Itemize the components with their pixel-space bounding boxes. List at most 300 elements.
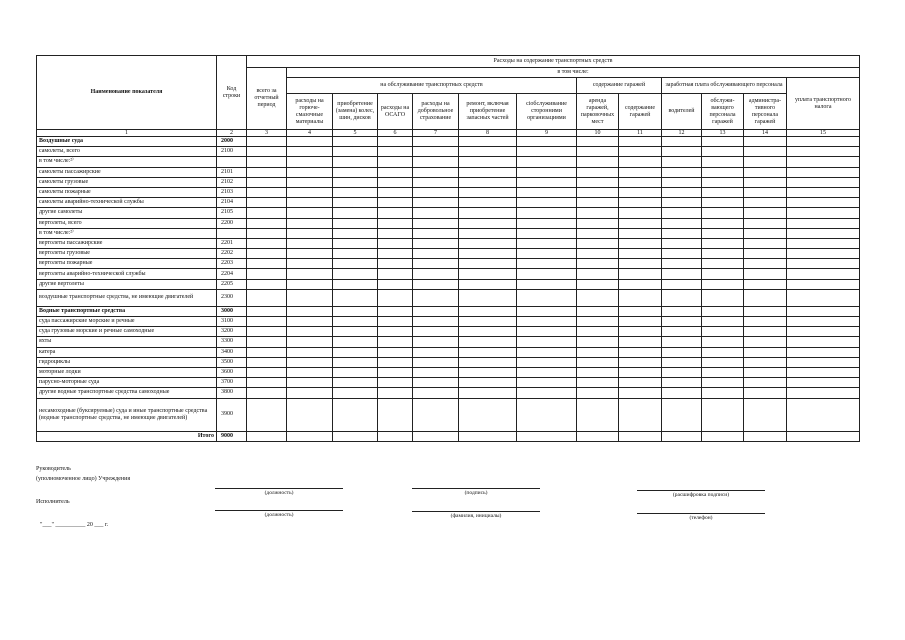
value-cell[interactable] — [702, 228, 744, 238]
value-cell[interactable] — [577, 327, 619, 337]
value-cell[interactable] — [662, 279, 702, 289]
value-cell[interactable] — [459, 157, 517, 167]
value-cell[interactable] — [333, 259, 378, 269]
value-cell[interactable] — [619, 327, 662, 337]
value-cell[interactable] — [333, 198, 378, 208]
executor-phone-line[interactable] — [637, 513, 765, 514]
value-cell[interactable] — [287, 289, 333, 306]
value-cell[interactable] — [619, 269, 662, 279]
value-cell[interactable] — [787, 157, 860, 167]
value-cell[interactable] — [787, 317, 860, 327]
value-cell[interactable] — [577, 167, 619, 177]
value-cell[interactable] — [702, 218, 744, 228]
value-cell[interactable] — [333, 228, 378, 238]
value-cell[interactable] — [287, 198, 333, 208]
value-cell[interactable] — [378, 228, 413, 238]
value-cell[interactable] — [413, 259, 459, 269]
value-cell[interactable] — [247, 269, 287, 279]
value-cell[interactable] — [247, 317, 287, 327]
value-cell[interactable] — [459, 378, 517, 388]
value-cell[interactable] — [662, 367, 702, 377]
value-cell[interactable] — [333, 398, 378, 431]
value-cell[interactable] — [333, 167, 378, 177]
value-cell[interactable] — [619, 388, 662, 398]
value-cell[interactable] — [378, 187, 413, 197]
value-cell[interactable] — [517, 187, 577, 197]
value-cell[interactable] — [517, 347, 577, 357]
value-cell[interactable] — [247, 259, 287, 269]
value-cell[interactable] — [744, 187, 787, 197]
value-cell[interactable] — [413, 177, 459, 187]
value-cell[interactable] — [787, 289, 860, 306]
value-cell[interactable] — [517, 388, 577, 398]
value-cell[interactable] — [577, 306, 619, 316]
value-cell[interactable] — [702, 137, 744, 147]
value-cell[interactable] — [287, 317, 333, 327]
value-cell[interactable] — [517, 208, 577, 218]
value-cell[interactable] — [662, 347, 702, 357]
value-cell[interactable] — [744, 431, 787, 441]
value-cell[interactable] — [413, 327, 459, 337]
value-cell[interactable] — [333, 388, 378, 398]
value-cell[interactable] — [517, 218, 577, 228]
value-cell[interactable] — [333, 238, 378, 248]
value-cell[interactable] — [287, 357, 333, 367]
value-cell[interactable] — [702, 238, 744, 248]
value-cell[interactable] — [744, 269, 787, 279]
value-cell[interactable] — [413, 137, 459, 147]
value-cell[interactable] — [378, 147, 413, 157]
value-cell[interactable] — [744, 228, 787, 238]
value-cell[interactable] — [517, 279, 577, 289]
value-cell[interactable] — [702, 269, 744, 279]
value-cell[interactable] — [702, 337, 744, 347]
value-cell[interactable] — [744, 208, 787, 218]
head-signature-line[interactable] — [412, 488, 540, 489]
value-cell[interactable] — [744, 218, 787, 228]
value-cell[interactable] — [333, 347, 378, 357]
value-cell[interactable] — [787, 238, 860, 248]
value-cell[interactable] — [333, 431, 378, 441]
value-cell[interactable] — [787, 431, 860, 441]
value-cell[interactable] — [662, 289, 702, 306]
value-cell[interactable] — [413, 238, 459, 248]
value-cell[interactable] — [662, 177, 702, 187]
value-cell[interactable] — [459, 218, 517, 228]
value-cell[interactable] — [333, 317, 378, 327]
value-cell[interactable] — [744, 306, 787, 316]
value-cell[interactable] — [287, 378, 333, 388]
value-cell[interactable] — [247, 388, 287, 398]
value-cell[interactable] — [247, 177, 287, 187]
value-cell[interactable] — [517, 357, 577, 367]
value-cell[interactable] — [517, 228, 577, 238]
value-cell[interactable] — [702, 157, 744, 167]
value-cell[interactable] — [378, 259, 413, 269]
value-cell[interactable] — [517, 431, 577, 441]
value-cell[interactable] — [619, 279, 662, 289]
value-cell[interactable] — [459, 208, 517, 218]
value-cell[interactable] — [662, 137, 702, 147]
value-cell[interactable] — [577, 388, 619, 398]
value-cell[interactable] — [333, 357, 378, 367]
value-cell[interactable] — [517, 137, 577, 147]
value-cell[interactable] — [247, 137, 287, 147]
value-cell[interactable] — [787, 147, 860, 157]
value-cell[interactable] — [577, 249, 619, 259]
value-cell[interactable] — [577, 269, 619, 279]
value-cell[interactable] — [577, 198, 619, 208]
value-cell[interactable] — [517, 327, 577, 337]
value-cell[interactable] — [662, 208, 702, 218]
value-cell[interactable] — [619, 198, 662, 208]
head-position-line[interactable] — [215, 488, 343, 489]
value-cell[interactable] — [247, 228, 287, 238]
value-cell[interactable] — [413, 431, 459, 441]
value-cell[interactable] — [517, 289, 577, 306]
value-cell[interactable] — [619, 289, 662, 306]
value-cell[interactable] — [247, 347, 287, 357]
value-cell[interactable] — [702, 289, 744, 306]
value-cell[interactable] — [744, 177, 787, 187]
value-cell[interactable] — [787, 228, 860, 238]
value-cell[interactable] — [287, 137, 333, 147]
value-cell[interactable] — [702, 177, 744, 187]
value-cell[interactable] — [378, 357, 413, 367]
value-cell[interactable] — [413, 367, 459, 377]
value-cell[interactable] — [333, 137, 378, 147]
value-cell[interactable] — [287, 327, 333, 337]
value-cell[interactable] — [333, 249, 378, 259]
value-cell[interactable] — [662, 327, 702, 337]
value-cell[interactable] — [459, 259, 517, 269]
value-cell[interactable] — [619, 218, 662, 228]
value-cell[interactable] — [702, 249, 744, 259]
value-cell[interactable] — [619, 398, 662, 431]
value-cell[interactable] — [413, 249, 459, 259]
value-cell[interactable] — [333, 378, 378, 388]
value-cell[interactable] — [287, 249, 333, 259]
value-cell[interactable] — [702, 167, 744, 177]
value-cell[interactable] — [619, 137, 662, 147]
value-cell[interactable] — [287, 259, 333, 269]
value-cell[interactable] — [577, 218, 619, 228]
value-cell[interactable] — [287, 388, 333, 398]
value-cell[interactable] — [702, 147, 744, 157]
value-cell[interactable] — [662, 431, 702, 441]
value-cell[interactable] — [247, 306, 287, 316]
value-cell[interactable] — [517, 337, 577, 347]
value-cell[interactable] — [744, 238, 787, 248]
value-cell[interactable] — [662, 357, 702, 367]
value-cell[interactable] — [459, 187, 517, 197]
value-cell[interactable] — [459, 431, 517, 441]
value-cell[interactable] — [378, 137, 413, 147]
value-cell[interactable] — [702, 388, 744, 398]
value-cell[interactable] — [459, 327, 517, 337]
value-cell[interactable] — [459, 367, 517, 377]
value-cell[interactable] — [333, 157, 378, 167]
value-cell[interactable] — [287, 306, 333, 316]
value-cell[interactable] — [619, 208, 662, 218]
value-cell[interactable] — [619, 367, 662, 377]
value-cell[interactable] — [787, 337, 860, 347]
value-cell[interactable] — [378, 218, 413, 228]
date-field[interactable]: "___" __________ 20 ___ г. — [40, 522, 109, 528]
value-cell[interactable] — [702, 279, 744, 289]
value-cell[interactable] — [662, 147, 702, 157]
value-cell[interactable] — [787, 198, 860, 208]
value-cell[interactable] — [378, 177, 413, 187]
value-cell[interactable] — [662, 228, 702, 238]
value-cell[interactable] — [333, 147, 378, 157]
value-cell[interactable] — [702, 378, 744, 388]
value-cell[interactable] — [378, 279, 413, 289]
value-cell[interactable] — [247, 431, 287, 441]
value-cell[interactable] — [378, 388, 413, 398]
value-cell[interactable] — [787, 388, 860, 398]
value-cell[interactable] — [378, 238, 413, 248]
value-cell[interactable] — [577, 147, 619, 157]
value-cell[interactable] — [333, 337, 378, 347]
value-cell[interactable] — [287, 157, 333, 167]
value-cell[interactable] — [619, 167, 662, 177]
value-cell[interactable] — [287, 218, 333, 228]
value-cell[interactable] — [333, 177, 378, 187]
value-cell[interactable] — [378, 317, 413, 327]
value-cell[interactable] — [378, 289, 413, 306]
value-cell[interactable] — [577, 317, 619, 327]
value-cell[interactable] — [577, 238, 619, 248]
value-cell[interactable] — [577, 187, 619, 197]
value-cell[interactable] — [459, 198, 517, 208]
value-cell[interactable] — [378, 337, 413, 347]
value-cell[interactable] — [413, 378, 459, 388]
value-cell[interactable] — [702, 357, 744, 367]
value-cell[interactable] — [413, 218, 459, 228]
value-cell[interactable] — [247, 357, 287, 367]
value-cell[interactable] — [619, 228, 662, 238]
value-cell[interactable] — [413, 388, 459, 398]
value-cell[interactable] — [287, 177, 333, 187]
value-cell[interactable] — [787, 347, 860, 357]
value-cell[interactable] — [744, 388, 787, 398]
value-cell[interactable] — [619, 431, 662, 441]
value-cell[interactable] — [577, 228, 619, 238]
value-cell[interactable] — [517, 398, 577, 431]
value-cell[interactable] — [247, 327, 287, 337]
value-cell[interactable] — [413, 357, 459, 367]
value-cell[interactable] — [459, 228, 517, 238]
value-cell[interactable] — [619, 347, 662, 357]
value-cell[interactable] — [378, 327, 413, 337]
value-cell[interactable] — [619, 238, 662, 248]
value-cell[interactable] — [702, 208, 744, 218]
value-cell[interactable] — [787, 327, 860, 337]
value-cell[interactable] — [744, 259, 787, 269]
value-cell[interactable] — [333, 269, 378, 279]
value-cell[interactable] — [702, 367, 744, 377]
value-cell[interactable] — [287, 337, 333, 347]
value-cell[interactable] — [517, 249, 577, 259]
value-cell[interactable] — [787, 279, 860, 289]
value-cell[interactable] — [619, 317, 662, 327]
value-cell[interactable] — [577, 367, 619, 377]
value-cell[interactable] — [662, 378, 702, 388]
value-cell[interactable] — [662, 198, 702, 208]
value-cell[interactable] — [287, 187, 333, 197]
value-cell[interactable] — [787, 306, 860, 316]
value-cell[interactable] — [247, 208, 287, 218]
value-cell[interactable] — [744, 157, 787, 167]
value-cell[interactable] — [333, 208, 378, 218]
value-cell[interactable] — [247, 398, 287, 431]
value-cell[interactable] — [662, 249, 702, 259]
value-cell[interactable] — [744, 327, 787, 337]
value-cell[interactable] — [517, 167, 577, 177]
value-cell[interactable] — [744, 137, 787, 147]
value-cell[interactable] — [459, 306, 517, 316]
value-cell[interactable] — [247, 367, 287, 377]
value-cell[interactable] — [247, 378, 287, 388]
value-cell[interactable] — [378, 167, 413, 177]
value-cell[interactable] — [247, 218, 287, 228]
value-cell[interactable] — [247, 198, 287, 208]
value-cell[interactable] — [459, 279, 517, 289]
value-cell[interactable] — [619, 357, 662, 367]
value-cell[interactable] — [378, 198, 413, 208]
value-cell[interactable] — [702, 398, 744, 431]
value-cell[interactable] — [517, 269, 577, 279]
value-cell[interactable] — [577, 259, 619, 269]
value-cell[interactable] — [662, 238, 702, 248]
value-cell[interactable] — [378, 378, 413, 388]
value-cell[interactable] — [662, 398, 702, 431]
value-cell[interactable] — [577, 279, 619, 289]
value-cell[interactable] — [517, 306, 577, 316]
value-cell[interactable] — [787, 398, 860, 431]
value-cell[interactable] — [577, 398, 619, 431]
value-cell[interactable] — [459, 137, 517, 147]
value-cell[interactable] — [333, 327, 378, 337]
value-cell[interactable] — [287, 228, 333, 238]
value-cell[interactable] — [413, 337, 459, 347]
value-cell[interactable] — [662, 167, 702, 177]
value-cell[interactable] — [744, 337, 787, 347]
value-cell[interactable] — [413, 347, 459, 357]
value-cell[interactable] — [459, 289, 517, 306]
value-cell[interactable] — [459, 177, 517, 187]
value-cell[interactable] — [577, 177, 619, 187]
value-cell[interactable] — [413, 317, 459, 327]
value-cell[interactable] — [744, 367, 787, 377]
value-cell[interactable] — [662, 269, 702, 279]
value-cell[interactable] — [459, 147, 517, 157]
value-cell[interactable] — [333, 367, 378, 377]
value-cell[interactable] — [287, 347, 333, 357]
value-cell[interactable] — [619, 378, 662, 388]
value-cell[interactable] — [459, 238, 517, 248]
value-cell[interactable] — [378, 157, 413, 167]
value-cell[interactable] — [702, 347, 744, 357]
value-cell[interactable] — [413, 306, 459, 316]
value-cell[interactable] — [413, 228, 459, 238]
value-cell[interactable] — [744, 398, 787, 431]
value-cell[interactable] — [619, 259, 662, 269]
value-cell[interactable] — [287, 279, 333, 289]
value-cell[interactable] — [744, 289, 787, 306]
value-cell[interactable] — [378, 306, 413, 316]
value-cell[interactable] — [744, 279, 787, 289]
executor-name-line[interactable] — [412, 511, 540, 512]
value-cell[interactable] — [413, 157, 459, 167]
value-cell[interactable] — [662, 259, 702, 269]
value-cell[interactable] — [247, 289, 287, 306]
value-cell[interactable] — [459, 337, 517, 347]
value-cell[interactable] — [287, 269, 333, 279]
value-cell[interactable] — [459, 357, 517, 367]
value-cell[interactable] — [702, 259, 744, 269]
value-cell[interactable] — [702, 327, 744, 337]
value-cell[interactable] — [413, 147, 459, 157]
value-cell[interactable] — [744, 317, 787, 327]
value-cell[interactable] — [517, 259, 577, 269]
value-cell[interactable] — [577, 289, 619, 306]
value-cell[interactable] — [577, 347, 619, 357]
value-cell[interactable] — [287, 431, 333, 441]
value-cell[interactable] — [517, 198, 577, 208]
value-cell[interactable] — [333, 289, 378, 306]
value-cell[interactable] — [247, 147, 287, 157]
value-cell[interactable] — [787, 187, 860, 197]
value-cell[interactable] — [378, 208, 413, 218]
value-cell[interactable] — [662, 306, 702, 316]
value-cell[interactable] — [459, 249, 517, 259]
value-cell[interactable] — [247, 167, 287, 177]
value-cell[interactable] — [413, 167, 459, 177]
value-cell[interactable] — [619, 337, 662, 347]
value-cell[interactable] — [333, 218, 378, 228]
value-cell[interactable] — [702, 306, 744, 316]
value-cell[interactable] — [459, 269, 517, 279]
value-cell[interactable] — [413, 208, 459, 218]
value-cell[interactable] — [744, 198, 787, 208]
value-cell[interactable] — [287, 238, 333, 248]
value-cell[interactable] — [378, 269, 413, 279]
value-cell[interactable] — [619, 249, 662, 259]
value-cell[interactable] — [459, 317, 517, 327]
value-cell[interactable] — [517, 238, 577, 248]
value-cell[interactable] — [787, 378, 860, 388]
executor-position-line[interactable] — [215, 510, 343, 511]
value-cell[interactable] — [247, 187, 287, 197]
value-cell[interactable] — [459, 347, 517, 357]
value-cell[interactable] — [459, 167, 517, 177]
value-cell[interactable] — [577, 337, 619, 347]
value-cell[interactable] — [287, 398, 333, 431]
value-cell[interactable] — [702, 187, 744, 197]
value-cell[interactable] — [247, 279, 287, 289]
value-cell[interactable] — [517, 367, 577, 377]
value-cell[interactable] — [744, 147, 787, 157]
value-cell[interactable] — [787, 249, 860, 259]
value-cell[interactable] — [577, 378, 619, 388]
value-cell[interactable] — [378, 367, 413, 377]
value-cell[interactable] — [744, 357, 787, 367]
value-cell[interactable] — [378, 398, 413, 431]
value-cell[interactable] — [662, 337, 702, 347]
value-cell[interactable] — [247, 337, 287, 347]
